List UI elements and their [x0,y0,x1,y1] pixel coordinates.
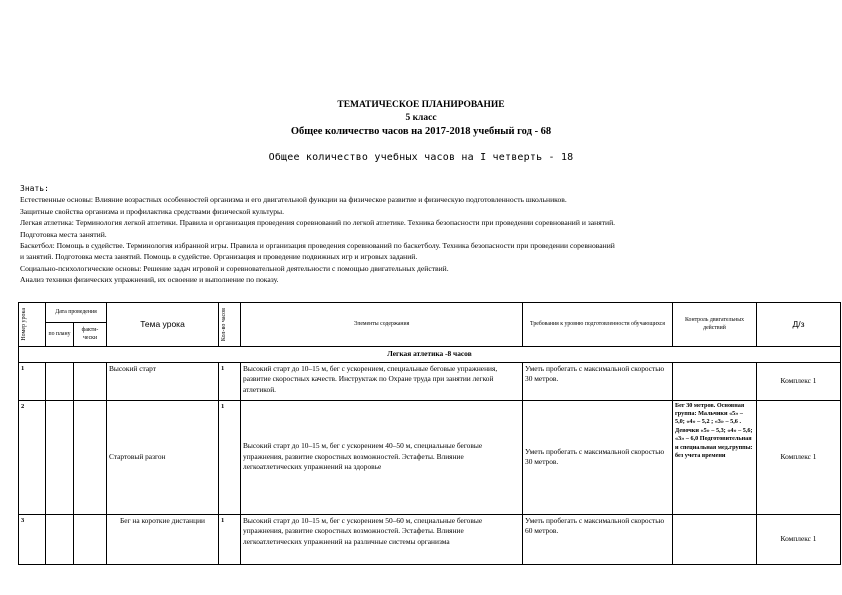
lesson-topic: Бег на короткие дистанции [107,514,219,564]
knowledge-line: Естественные основы: Влияние возрастных особенностей организма и его двигательной функции на физическое развитие и физическую подготовленность школьников. [20,195,567,205]
header-hours [219,303,241,347]
lesson-number: 2 [19,400,46,514]
content-elements: Высокий старт до 10–15 м, бег с ускорением 50–60 м, специальные беговые упражнения, развитие скоростных возможностей. Эстафеты. Влияние легкоатлетических упражнений на различные системы организма [241,514,523,564]
table-row [19,514,841,564]
content-elements: Высокий старт до 10–15 м, бег с ускорением, специальные беговые упражнения, развитие скоростных качеств. Инструктаж по Охране труда при занятии легкой атлетикой. [241,362,523,400]
header-lesson-number [19,303,46,347]
header-date: Дата проведения [46,303,107,323]
homework: Комплекс 1 [757,362,841,400]
lesson-hours: 1 [219,514,241,564]
content-elements: Высокий старт до 10–15 м, бег с ускорением 40–50 м, специальные беговые упражнения, развитие скоростных возможностей. Эстафеты. Влияние легкоатлетических упражнений на здоровье [241,400,523,514]
knowledge-line: и занятий. Подготовка места занятий. Помощь в судействе. Организация и проведение подвижных игр и игровых заданий. [20,252,418,262]
actual-date [74,514,107,564]
quarter-hours: Общее количество учебных часов на I четверть - 18 [268,152,574,163]
lesson-plan-table [18,302,841,565]
homework: Комплекс 1 [757,514,841,564]
table-row [19,362,841,400]
header-topic: Тема урока [107,303,219,347]
knowledge-line: Защитные свойства организма и профилактика средствами физической культуры. [20,206,285,216]
lesson-topic: Стартовый разгон [107,400,219,514]
plan-title: ТЕМАТИЧЕСКОЕ ПЛАНИРОВАНИЕ [337,100,505,110]
requirements: Уметь пробегать с максимальной скоростью 30 метров. [523,400,673,514]
section-title: Легкая атлетика -8 часов [19,347,841,363]
homework: Комплекс 1 [757,400,841,514]
grade-label: 5 класс [405,113,437,123]
motor-control [673,514,757,564]
knowledge-line: Анализ техники физических упражнений, их освоение и выполнение по показу. [20,275,279,285]
requirements: Уметь пробегать с максимальной скоростью 60 метров. [523,514,673,564]
knowledge-line: Подготовка места занятий. [20,229,107,239]
planned-date [46,514,74,564]
header-planned: по плану [46,323,74,347]
lesson-hours: 1 [219,362,241,400]
header-homework: Д/з [757,303,841,347]
lesson-number: 1 [19,362,46,400]
section-row [19,347,841,363]
knowledge-block [20,183,825,286]
planned-date [46,400,74,514]
header-control: Контроль двигательных действий [673,303,757,347]
lesson-number: 3 [19,514,46,564]
titles-block [0,99,842,163]
knowledge-line: Легкая атлетика: Терминология легкой атлетики. Правила и организация проведения соревнований по легкой атлетике. Техника безопасности при проведении соревнований и занятий. [20,218,616,228]
planned-date [46,362,74,400]
header-hours-label: Кол-во часов [221,307,227,342]
knowledge-line: Баскетбол: Помощь в судействе. Терминология избранной игры. Правила и организация проведения соревнований по баскетболу. Техника безопасности при проведении соревнований [20,241,615,251]
header-elements: Элементы содержания [241,303,523,347]
actual-date [74,400,107,514]
requirements: Уметь пробегать с максимальной скоростью 30 метров. [523,362,673,400]
actual-date [74,362,107,400]
table-header-row [19,303,841,323]
knowledge-heading: Знать: [20,184,49,193]
table-row [19,400,841,514]
knowledge-line: Социально-психологические основы: Решение задач игровой и соревновательной деятельности с помощью двигательных действий. [20,263,449,273]
header-actual: факти-чески [74,323,107,347]
motor-control [673,362,757,400]
total-hours: Общее количество часов на 2017-2018 учебный год - 68 [290,126,552,137]
header-requirements: Требования к уровню подготовленности обучающихся [523,303,673,347]
motor-control: Бег 30 метров. Основная группа: Мальчики «5» – 5,0; «4» – 5,2 ; «3» – 5,6 . Девочки «5» – 5,3; «4» – 5,6; «3» – 6,0 Подготовительная и специальная мед.группы: без учета времени [673,400,757,514]
lesson-hours: 1 [219,400,241,514]
lesson-topic: Высокий старт [107,362,219,400]
header-lesson-number-label: Номер урока [21,308,27,341]
